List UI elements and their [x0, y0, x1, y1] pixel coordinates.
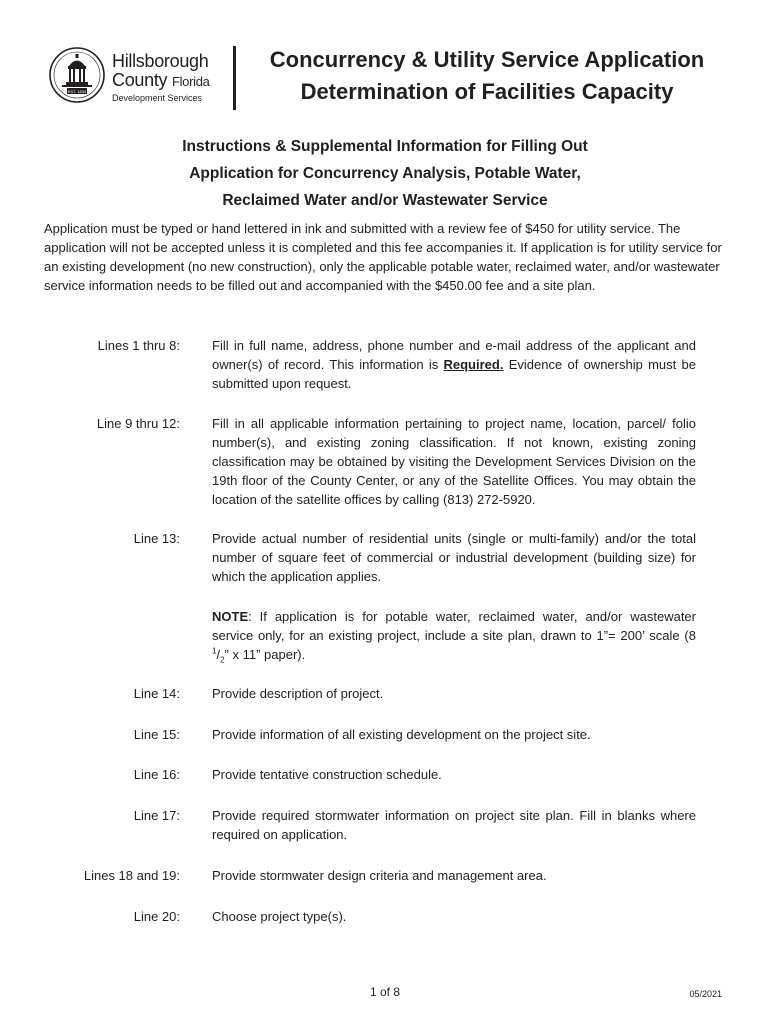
row-label-lines-1-8: Lines 1 thru 8: — [97, 338, 180, 353]
row-text-lines-18-19: Provide stormwater design criteria and management area. — [212, 868, 547, 883]
note-paragraph: NOTE: If application is for potable water, reclaimed water, and/or wastewater service only, for an existing project, include a site plan, drawn to 1”= 200’ scale (8 $^1/_2$” x 11” paper). — [212, 609, 696, 665]
row-text-lines-9-12: Fill in all applicable information pertaining to project name, location, parcel/ folio number(s), and existing zoning classification. If not known, existing zoning classification may be obtained by visiting the Development Services Division on the 19th floor of the County Center, or any of the Satellite Offices. You may obtain the location of the satellite offices by calling (813) 272-5920. — [212, 416, 696, 507]
state-word: Florida — [171, 74, 210, 89]
document-title — [242, 44, 732, 108]
row-text-lines-1-8 — [212, 336, 696, 393]
county-seal-logo — [48, 46, 106, 104]
revision-date: 05/2021 — [689, 989, 722, 999]
row-text-line-20: Choose project type(s). — [212, 909, 347, 924]
row-label-line-16: Line 16: — [133, 767, 180, 782]
row-label-lines-9-12: Line 9 thru 12: — [96, 416, 180, 431]
required-emphasis: Required. — [443, 357, 504, 372]
county-wordmark — [112, 52, 210, 104]
note-text-part: : If application is for potable water, reclaimed water, and/or wastewater service only, for an existing project, include a site plan, drawn to 1”= 200’ scale (8 — [212, 609, 696, 643]
fraction-numerator: 1 — [212, 646, 217, 656]
department-name: Development Services — [112, 93, 203, 103]
fraction-denominator: 2 — [220, 655, 225, 665]
note-text-part: ” x 11” paper). — [224, 647, 306, 662]
intro-paragraph: Application must be typed or hand lettered in ink and submitted with a review fee of $450 for utility service. The application will not be accepted unless it is completed and this fee accompanies it. If application is for utility service for an existing development (no new construction), only the applicable potable water, reclaimed water, and/or wastewater service information needs to be filled out and accompanied with the $450.00 fee and a site plan. — [44, 221, 722, 293]
row-text-line-14: Provide description of project. — [212, 686, 384, 701]
row-text-line-13: Provide actual number of residential units (single or multi-family) and/or the total number of square feet of commercial or industrial development (building size) for which the application applies. — [212, 531, 696, 584]
row-label-line-13: Line 13: — [133, 531, 180, 546]
header-divider — [233, 46, 236, 110]
row-label-line-20: Line 20: — [133, 909, 180, 924]
row-label-line-17: Line 17: — [133, 808, 180, 823]
row-text-line-17: Provide required stormwater information on project site plan. Fill in blanks where required on application. — [212, 808, 696, 842]
seal-text: EST. 1834 — [67, 89, 87, 94]
row-label-lines-18-19: Lines 18 and 19: — [83, 868, 180, 883]
row-label-line-15: Line 15: — [133, 727, 180, 742]
title-line1: Concurrency & Utility Service Application — [269, 47, 705, 72]
instructions-heading — [60, 133, 710, 214]
county-name-line1: Hillsborough — [112, 51, 209, 71]
row-text-line-16: Provide tentative construction schedule. — [212, 767, 442, 782]
row-text-part: Evidence of ownership must be submitted upon request. — [212, 357, 696, 391]
title-line2: Determination of Facilities Capacity — [300, 79, 674, 104]
subtitle-line2: Application for Concurrency Analysis, Potable Water, — [189, 165, 581, 182]
page-header — [46, 40, 746, 116]
subtitle-line1: Instructions & Supplemental Information for Filling Out — [182, 138, 588, 155]
subtitle-line3: Reclaimed Water and/or Wastewater Service — [222, 192, 548, 209]
page-number: 1 of 8 — [369, 985, 401, 999]
row-text-part: Fill in full name, address, phone number and e-mail address of the applicant and owner(s) of record. This information is — [212, 338, 696, 372]
row-label-line-14: Line 14: — [133, 686, 180, 701]
note-label: NOTE — [212, 609, 249, 624]
county-name-line2 — [112, 70, 210, 92]
row-text-line-15: Provide information of all existing development on the project site. — [212, 727, 591, 742]
county-word: County — [112, 70, 168, 90]
